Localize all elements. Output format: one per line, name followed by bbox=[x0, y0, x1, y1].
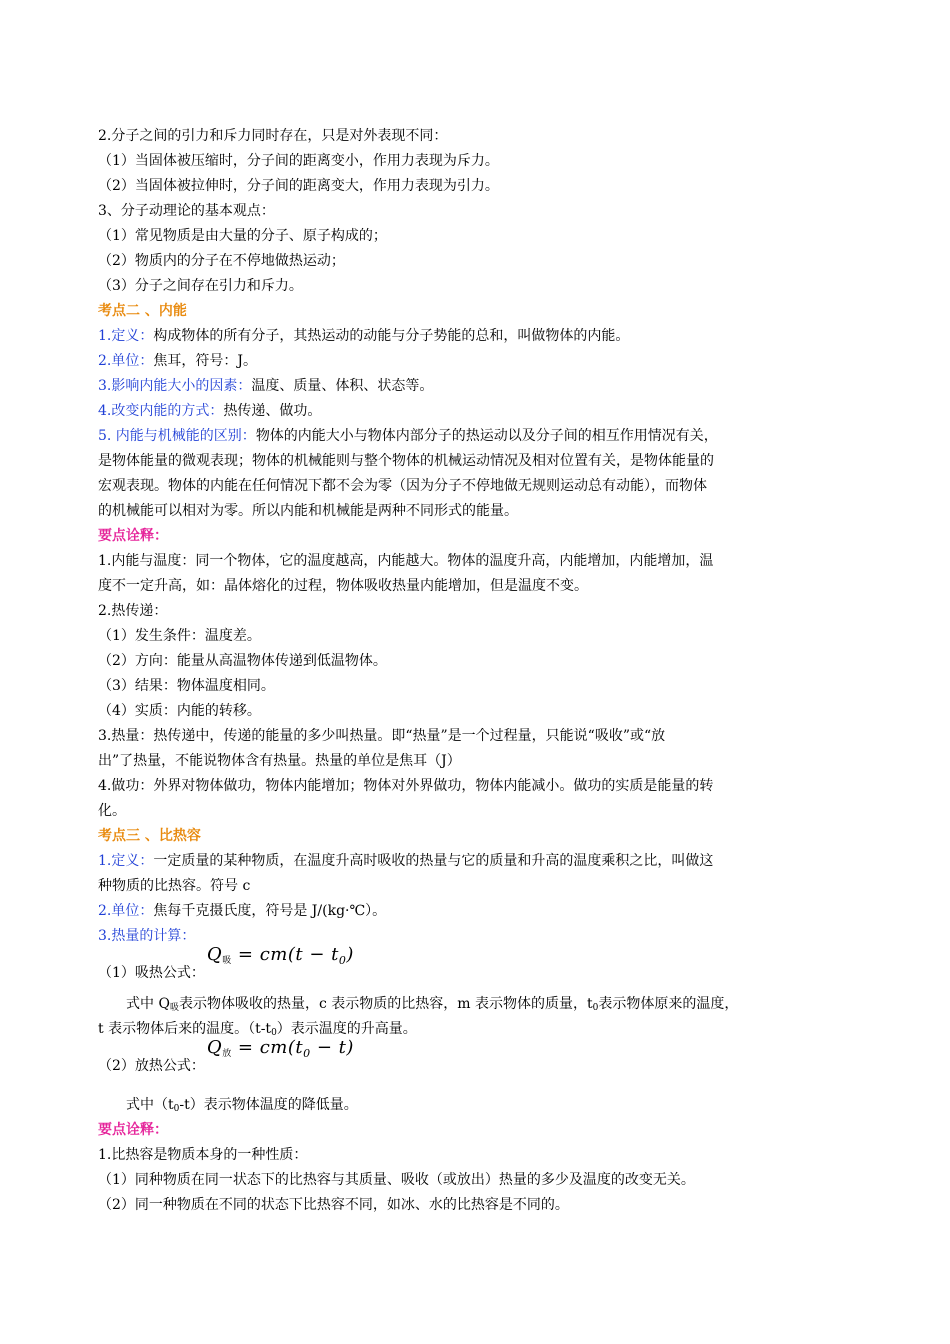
definition-item bbox=[98, 324, 858, 349]
paragraph: 3.热量：热传递中，传递的能量的多少叫热量。即“热量”是一个过程量，只能说“吸收”或“放 bbox=[98, 728, 666, 744]
paragraph: （2）当固体被拉伸时，分子间的距离变大，作用力表现为引力。 bbox=[98, 178, 499, 194]
paragraph: 2.热传递： bbox=[98, 603, 168, 619]
term-text: 物体的内能大小与物体内部分子的热运动以及分子间的相互作用情况有关， bbox=[255, 428, 718, 444]
paragraph: （2）物质内的分子在不停地做热运动； bbox=[98, 253, 345, 269]
formula-rhs: ) bbox=[346, 944, 354, 965]
formula-subscript: 放 bbox=[222, 1049, 232, 1059]
text-subscript: 0 bbox=[592, 1003, 599, 1013]
paragraph: 种物质的比热容。符号 c bbox=[98, 878, 251, 894]
definition-item bbox=[98, 399, 858, 424]
term-text: 热传递、做功。 bbox=[223, 403, 322, 419]
paragraph: 3、分子动理论的基本观点： bbox=[98, 203, 275, 219]
paragraph: 是物体能量的微观表现；物体的机械能则与整个物体的机械运动情况及相对位置有关，是物体能量的 bbox=[98, 453, 714, 469]
term-label: 2.单位： bbox=[98, 903, 154, 919]
paragraph: （4）实质：内能的转移。 bbox=[98, 703, 261, 719]
term-text: 焦每千克摄氏度，符号是 J/(kg·℃）。 bbox=[153, 903, 387, 919]
formula-rhs: = cm(t − t bbox=[231, 944, 339, 965]
text-run: 表示物体吸收的热量，c 表示物质的比热容，m 表示物体的质量，t bbox=[178, 996, 593, 1012]
term-text: 构成物体的所有分子，其热运动的动能与分子势能的总和，叫做物体的内能。 bbox=[153, 328, 630, 344]
text-run: 式中 Q bbox=[126, 996, 170, 1012]
term-text: 温度、质量、体积、状态等。 bbox=[251, 378, 434, 394]
term-text: 焦耳，符号：J。 bbox=[153, 353, 257, 369]
paragraph: （1）常见物质是由大量的分子、原子构成的； bbox=[98, 228, 387, 244]
absorb-formula-label: （1）吸热公式： bbox=[98, 965, 205, 981]
formula-rhs: = cm(t bbox=[231, 1037, 304, 1058]
paragraph: （2）方向：能量从高温物体传递到低温物体。 bbox=[98, 653, 387, 669]
definition-item bbox=[98, 374, 858, 399]
release-formula-label: （2）放热公式： bbox=[98, 1058, 205, 1074]
definition-item bbox=[98, 899, 858, 924]
paragraph: 的机械能可以相对为零。所以内能和机械能是两种不同形式的能量。 bbox=[98, 503, 518, 519]
paragraph: 出”了热量，不能说物体含有热量。热量的单位是焦耳（J） bbox=[98, 753, 461, 769]
term-label: 5. 内能与机械能的区别： bbox=[98, 428, 256, 444]
paragraph: （2）同一种物质在不同的状态下比热容不同，如冰、水的比热容是不同的。 bbox=[98, 1197, 569, 1213]
term-text: 一定质量的某种物质，在温度升高时吸收的热量与它的质量和升高的温度乘积之比，叫做这 bbox=[153, 853, 714, 869]
term-label: 1.定义： bbox=[98, 853, 154, 869]
text-run: 表示物体原来的温度， bbox=[598, 996, 739, 1012]
text-run: t 表示物体后来的温度。（t-t bbox=[98, 1021, 272, 1037]
definition-item bbox=[98, 349, 858, 374]
absorb-formula-row bbox=[98, 944, 858, 986]
formula-symbol: Q bbox=[206, 944, 223, 965]
paragraph: （3）结果：物体温度相同。 bbox=[98, 678, 275, 694]
text-run: -t）表示物体温度的降低量。 bbox=[179, 1097, 358, 1113]
notes-heading: 要点诠释： bbox=[98, 1122, 168, 1138]
paragraph: 度不一定升高，如：晶体熔化的过程，物体吸收热量内能增加，但是温度不变。 bbox=[98, 578, 588, 594]
term-label: 3.影响内能大小的因素： bbox=[98, 378, 252, 394]
paragraph bbox=[98, 1093, 858, 1118]
paragraph: 化。 bbox=[98, 803, 126, 819]
paragraph: （1）当固体被压缩时，分子间的距离变小，作用力表现为斥力。 bbox=[98, 153, 499, 169]
paragraph: 宏观表现。物体的内能在任何情况下都不会为零（因为分子不停地做无规则运动总有动能），而物体 bbox=[98, 478, 707, 494]
term-label: 3.热量的计算： bbox=[98, 928, 196, 944]
definition-item bbox=[98, 424, 858, 449]
absorb-formula bbox=[207, 936, 354, 980]
term-label: 4.改变内能的方式： bbox=[98, 403, 224, 419]
text-subscript: 0 bbox=[173, 1104, 180, 1114]
formula-rhs: − t) bbox=[310, 1037, 354, 1058]
formula-subscript: 0 bbox=[338, 954, 347, 967]
text-subscript: 吸 bbox=[169, 1003, 179, 1013]
definition-item bbox=[98, 849, 858, 874]
paragraph: 1.内能与温度：同一个物体，它的温度越高，内能越大。物体的温度升高，内能增加，内能增加，温 bbox=[98, 553, 714, 569]
paragraph bbox=[98, 992, 858, 1017]
paragraph: 4.做功：外界对物体做功，物体内能增加；物体对外界做功，物体内能减小。做功的实质是能量的转 bbox=[98, 778, 714, 794]
paragraph: 1.比热容是物质本身的一种性质： bbox=[98, 1147, 308, 1163]
release-formula-row bbox=[98, 1037, 858, 1079]
text-subscript: 0 bbox=[271, 1028, 277, 1038]
formula-subscript: 0 bbox=[303, 1047, 311, 1060]
formula-symbol: Q bbox=[206, 1037, 223, 1058]
paragraph: 2.分子之间的引力和斥力同时存在，只是对外表现不同： bbox=[98, 128, 448, 144]
notes-heading: 要点诠释： bbox=[98, 528, 168, 544]
document-page bbox=[98, 124, 858, 1218]
text-run: ）表示温度的升高量。 bbox=[276, 1021, 417, 1037]
paragraph: （1）同种物质在同一状态下的比热容与其质量、吸收（或放出）热量的多少及温度的改变无关。 bbox=[98, 1172, 695, 1188]
term-label: 1.定义： bbox=[98, 328, 154, 344]
paragraph: （1）发生条件：温度差。 bbox=[98, 628, 261, 644]
release-formula bbox=[207, 1029, 354, 1073]
section-heading-kp3: 考点三 、比热容 bbox=[98, 828, 201, 844]
text-run: 式中（t bbox=[126, 1097, 174, 1113]
section-heading-kp2: 考点二 、内能 bbox=[98, 303, 187, 319]
term-label: 2.单位： bbox=[98, 353, 154, 369]
formula-subscript: 吸 bbox=[222, 956, 232, 966]
paragraph: （3）分子之间存在引力和斥力。 bbox=[98, 278, 303, 294]
